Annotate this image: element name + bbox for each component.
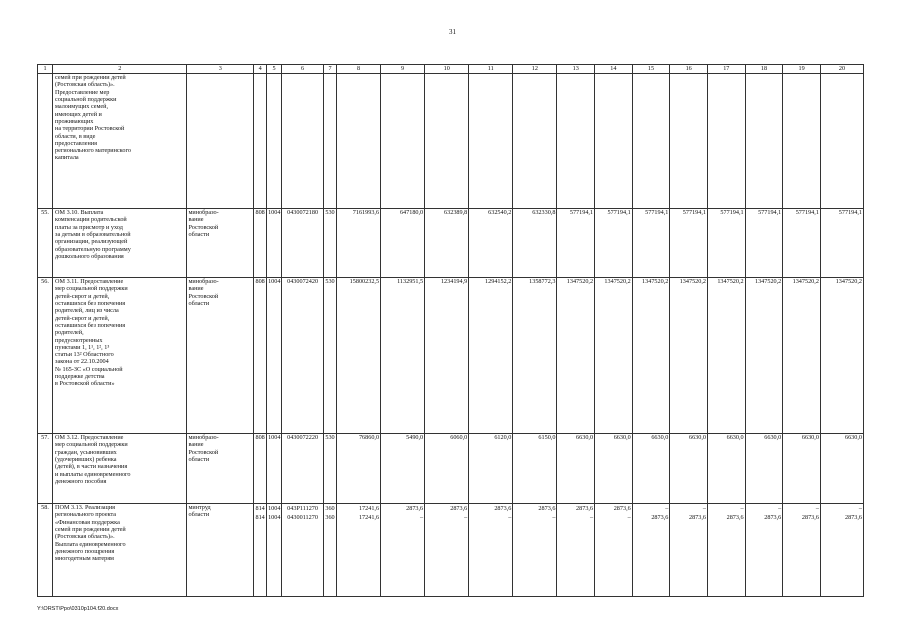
amount: 2873,6 (726, 514, 744, 521)
measure-name: ОМ 3.12. Предоставление мер социальной поддержки граждан, усыновивших (удочеривших) ребенка (детей), в части назначения и выплаты единовременного денежного пособия (55, 434, 131, 485)
table-cell (707, 74, 745, 209)
measure-name: ОМ 3.11. Предоставление мер социальной поддержки детей-сирот и детей, оставшихся без попечения родителей, лиц из числа детей-сирот и детей, оставшихся без попечения родителей, предусмотренных пунктами 1, 1¹, 1², 1³ статьи 13² Областного закона от 22.10.2004 № 165-ЗС «О социальной поддержке детства в Ростовской области» (55, 278, 128, 388)
amount: 1347520,2 (820, 278, 863, 434)
column-number-row (38, 65, 864, 74)
budget-code: 0430072220 (282, 434, 324, 504)
amount: 1347520,2 (595, 278, 633, 434)
table-cell (632, 74, 670, 209)
budget-code: 1004 (268, 514, 281, 521)
column-number: 18 (745, 65, 783, 74)
amount: 1132951,5 (381, 278, 425, 434)
amount: 2873,6 (406, 505, 424, 512)
amount: – (858, 505, 862, 512)
amount: – (702, 505, 706, 512)
amount: 1347520,2 (632, 278, 670, 434)
amount-cell (670, 504, 708, 597)
table-cell (595, 74, 633, 209)
table-cell (324, 74, 337, 209)
table-cell (282, 74, 324, 209)
amount: 2873,6 (844, 514, 862, 521)
amount: 6150,0 (513, 434, 557, 504)
amount: 15800232,5 (336, 278, 380, 434)
amount: 2873,6 (688, 514, 706, 521)
table-cell (187, 74, 254, 209)
amount: 17241,6 (358, 514, 380, 521)
column-number: 13 (557, 65, 595, 74)
budget-code-c5 (267, 504, 282, 597)
row-number: 55. (38, 209, 53, 278)
budget-code: 808 (254, 209, 267, 278)
amount-cell (469, 504, 513, 597)
measure-name: ПОМ 3.13. Реализация регионального проекта «Финансовая поддержка семей при рождении детей (Ростовская область)». Выплата единовременного денежного поощрения многодетным матерям (55, 504, 126, 563)
executor-cell (187, 278, 254, 434)
budget-code: 0430072180 (282, 209, 324, 278)
amount: 1234194,9 (425, 278, 469, 434)
row-number: 57. (38, 434, 53, 504)
executor: минобразо- вание Ростовской области (188, 209, 219, 238)
amount: 577194,1 (595, 209, 633, 278)
amount: 6630,0 (783, 434, 821, 504)
amount: 6630,0 (745, 434, 783, 504)
budget-code: 360 (325, 514, 335, 521)
amount-cell (783, 504, 821, 597)
column-number: 17 (707, 65, 745, 74)
measure-name: ОМ 3.10. Выплата компенсации родительской платы за присмотр и уход за детьми в образовательной организации, реализующей образовательную программу дошкольного образования (55, 209, 131, 260)
amount: 7161993,6 (336, 209, 380, 278)
amount: 1347520,2 (745, 278, 783, 434)
column-number: 14 (595, 65, 633, 74)
amount: 6630,0 (820, 434, 863, 504)
table-cell (670, 74, 708, 209)
amount: 6630,0 (595, 434, 633, 504)
amount: – (627, 514, 631, 521)
measure-name: семей при рождении детей (Ростовская область)». Предоставление мер социальной поддержки малоимущих семей, имеющих детей и проживающих на территории Ростовской области, в виде предоставления регионального материнского капитала (55, 74, 131, 162)
page-number: 31 (449, 28, 456, 36)
executor-cell (187, 434, 254, 504)
column-number: 4 (254, 65, 267, 74)
budget-code: 1004 (268, 505, 281, 512)
row-number: 58. (38, 504, 53, 597)
amount: 6630,0 (670, 434, 708, 504)
budget-code: 530 (324, 434, 337, 504)
amount: 6630,0 (707, 434, 745, 504)
amount: 2873,6 (538, 505, 556, 512)
amount: 577194,1 (557, 209, 595, 278)
amount: 2873,6 (613, 505, 631, 512)
amount: 632330,8 (513, 209, 557, 278)
amount: 1294152,2 (469, 278, 513, 434)
amount: 1347520,2 (707, 278, 745, 434)
column-number: 5 (267, 65, 282, 74)
amount: 632540,2 (469, 209, 513, 278)
budget-table (37, 64, 864, 597)
column-number: 16 (670, 65, 708, 74)
budget-code: 808 (254, 434, 267, 504)
amount: 6120,0 (469, 434, 513, 504)
amount: 1347520,2 (670, 278, 708, 434)
amount: 2873,6 (801, 514, 819, 521)
amount: 577194,1 (707, 209, 745, 278)
measure-name-cell (53, 209, 187, 278)
column-number: 1 (38, 65, 53, 74)
amount: 577194,1 (670, 209, 708, 278)
table-cell (425, 74, 469, 209)
amount: 2873,6 (651, 514, 669, 521)
amount: – (740, 505, 744, 512)
amount: 1347520,2 (557, 278, 595, 434)
amount-cell (632, 504, 670, 597)
table-cell (513, 74, 557, 209)
amount: – (589, 514, 594, 521)
amount-cell (595, 504, 633, 597)
amount: 6630,0 (632, 434, 670, 504)
amount: 2873,6 (764, 514, 782, 521)
amount: 577194,1 (820, 209, 863, 278)
amount: 577194,1 (745, 209, 783, 278)
amount: 76860,0 (336, 434, 380, 504)
budget-code-c7 (324, 504, 337, 597)
budget-code-c6 (282, 504, 324, 597)
column-number: 11 (469, 65, 513, 74)
table-cell (38, 74, 53, 209)
column-number: 2 (53, 65, 187, 74)
amount: 17241,6 (358, 505, 380, 512)
executor-cell (187, 209, 254, 278)
column-number: 8 (336, 65, 380, 74)
budget-code-c4 (254, 504, 267, 597)
column-number: 20 (820, 65, 863, 74)
executor: минобразо- вание Ростовской области (188, 278, 219, 307)
budget-code: 0430072420 (282, 278, 324, 434)
budget-code: 360 (325, 505, 335, 512)
amount: 577194,1 (632, 209, 670, 278)
measure-name-cell (53, 504, 187, 597)
amount: – (778, 505, 782, 512)
measure-name-cell (53, 434, 187, 504)
table-cell (53, 74, 187, 209)
amount: 6630,0 (557, 434, 595, 504)
amount-cell (707, 504, 745, 597)
executor: минтруд области (188, 504, 211, 519)
budget-code: 530 (324, 278, 337, 434)
column-number: 7 (324, 65, 337, 74)
table-cell (745, 74, 783, 209)
amount: – (815, 505, 819, 512)
amount: 1358772,3 (513, 278, 557, 434)
budget-code: 814 (255, 514, 265, 521)
amount: – (420, 514, 424, 521)
budget-code: 1004 (267, 278, 282, 434)
amount-cell (425, 504, 469, 597)
amount: 2873,6 (450, 505, 468, 512)
amount: 647180,0 (381, 209, 425, 278)
budget-code: 530 (324, 209, 337, 278)
column-number: 15 (632, 65, 670, 74)
table-cell (557, 74, 595, 209)
amount: – (665, 505, 669, 512)
budget-code: 1004 (267, 209, 282, 278)
amount-cell (745, 504, 783, 597)
table-cell (469, 74, 513, 209)
amount: 632389,8 (425, 209, 469, 278)
amount-cell (820, 504, 863, 597)
amount-cell (381, 504, 425, 597)
amount-cell (513, 504, 557, 597)
budget-code: 043P111270 (287, 505, 318, 512)
column-number: 9 (381, 65, 425, 74)
amount: 577194,1 (783, 209, 821, 278)
executor-cell (187, 504, 254, 597)
row-number: 56. (38, 278, 53, 434)
column-number: 12 (513, 65, 557, 74)
budget-code: 1004 (267, 434, 282, 504)
table-cell (267, 74, 282, 209)
budget-code: 808 (254, 278, 267, 434)
amount-cell (336, 504, 380, 597)
table-row (38, 278, 864, 434)
table-cell (381, 74, 425, 209)
table-row (38, 504, 864, 597)
column-number: 10 (425, 65, 469, 74)
budget-code: 814 (255, 505, 265, 512)
amount: – (464, 514, 468, 521)
amount: 5490,0 (381, 434, 425, 504)
table-cell (820, 74, 863, 209)
amount-cell (557, 504, 595, 597)
amount: – (508, 514, 512, 521)
measure-name-cell (53, 278, 187, 434)
amount: 2873,6 (494, 505, 512, 512)
amount: 6060,0 (425, 434, 469, 504)
amount: – (552, 514, 556, 521)
table-cell (336, 74, 380, 209)
amount: 2873,6 (576, 505, 594, 512)
table-cell (783, 74, 821, 209)
executor: минобразо- вание Ростовской области (188, 434, 219, 463)
column-number: 3 (187, 65, 254, 74)
table-cell (254, 74, 267, 209)
amount: 1347520,2 (783, 278, 821, 434)
column-number: 6 (282, 65, 324, 74)
table-row-continued (38, 74, 864, 209)
table-row (38, 434, 864, 504)
budget-code: 0430011270 (287, 514, 318, 521)
column-number: 19 (783, 65, 821, 74)
table-row (38, 209, 864, 278)
file-path-footer: Y:\ORST\Ppo\0310p104.f20.docx (37, 606, 119, 612)
